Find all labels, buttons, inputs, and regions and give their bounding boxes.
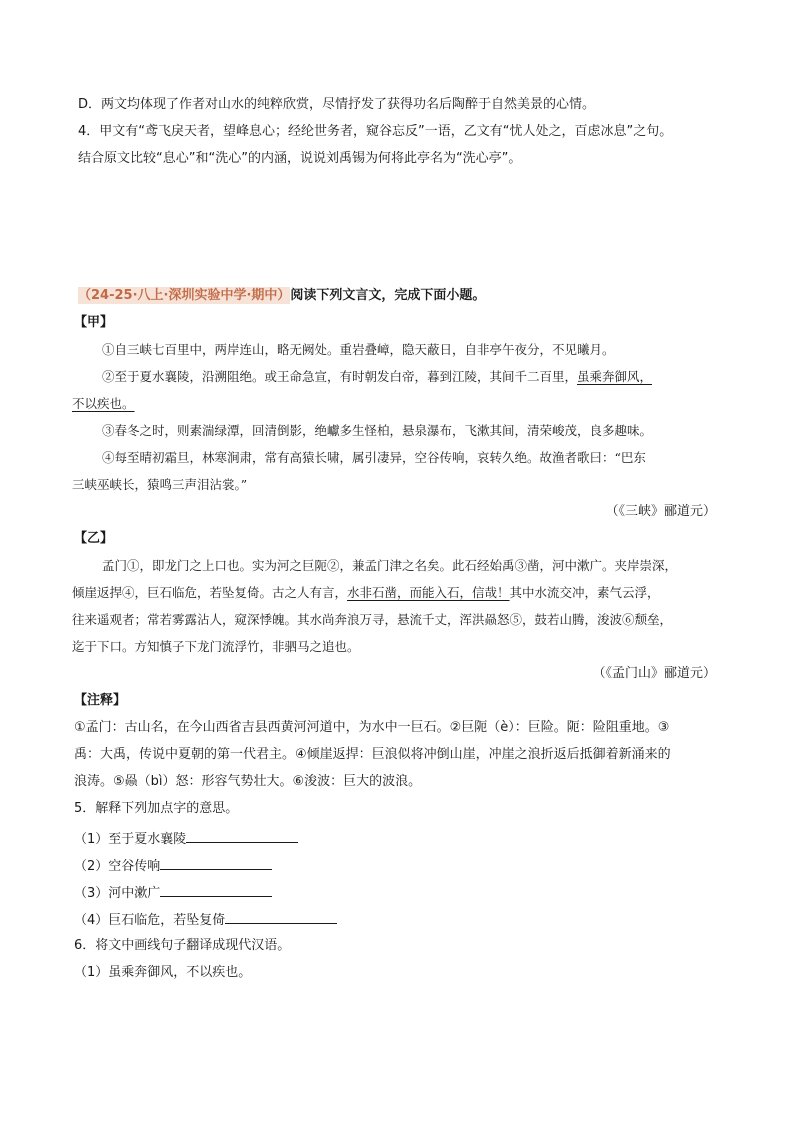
notes-line-2: 禹：大禹，传说中夏朝的第一代君主。④倾崖返捍：巨浪似将冲倒山崖，冲崖之浪折返后抵御着新涌来的 bbox=[74, 747, 671, 762]
yi-heading: 【乙】 bbox=[74, 531, 114, 546]
yi-line-2-text: 倾崖返捍④，巨石临危，若坠复倚。古之人有言， bbox=[72, 585, 348, 600]
yi-line-4: 迄于下口。方知慎子下龙门流浮竹，非驷马之追也。 bbox=[72, 639, 360, 654]
jia-citation: （《三峡》郦道元） bbox=[605, 504, 716, 519]
jia-paragraph-1: ①自三峡七百里中，两岸连山，略无阙处。重岩叠嶂，隐天蔽日，自非亭午夜分，不见曦月。 bbox=[102, 342, 615, 357]
yi-line-1: 孟门①，即龙门之上口也。实为河之巨阨②，兼孟门津之名矣。此石经始禹③凿，河中漱广。夹岸崇深， bbox=[102, 558, 678, 573]
q5-item-3-text: （3）河中漱广 bbox=[74, 886, 161, 901]
q6-item-1: （1）虽乘奔御风，不以疾也。 bbox=[74, 965, 252, 980]
q5-item-1-text: （1）至于夏水襄陵 bbox=[74, 832, 187, 847]
notes-heading: 【注释】 bbox=[74, 693, 127, 708]
yi-line-2 bbox=[72, 583, 660, 603]
q5-item-1 bbox=[74, 828, 298, 850]
jia-paragraph-3: ③春冬之时，则素湍绿潭，回清倒影，绝巘多生怪柏，悬泉瀑布，飞漱其间，清荣峻茂，良多趣味。 bbox=[102, 423, 653, 438]
q5-item-4-text: （4）巨石临危，若坠复倚 bbox=[74, 913, 226, 928]
question-6-prompt: 6．将文中画线句子翻译成现代汉语。 bbox=[74, 938, 291, 953]
notes-line-3: 浪涛。⑤赑（bì）怒：形容气势壮大。⑥浚波：巨大的波浪。 bbox=[74, 774, 422, 789]
question-5-prompt: 5．解释下列加点字的意思。 bbox=[74, 801, 239, 816]
question-4-line-1: 4．甲文有“鸢飞戾天者，望峰息心；经纶世务者，窥谷忘反”一语，乙文有“忧人处之，百虑冰息”之句。 bbox=[78, 124, 673, 139]
answer-blank[interactable] bbox=[225, 909, 337, 924]
jia-heading: 【甲】 bbox=[74, 315, 114, 330]
jia-p2-text: ②至于夏水襄陵，沿溯阻绝。或王命急宣，有时朝发白帝，暮到江陵，其间千二百里， bbox=[102, 369, 578, 384]
jia-paragraph-2-cont bbox=[72, 394, 135, 414]
section-instruction: 阅读下列文言文，完成下面小题。 bbox=[290, 288, 486, 303]
notes-line-1: ①孟门：古山名，在今山西省吉县西黄河河道中，为水中一巨石。②巨阨（è）：巨险。阨：险阻重地。③ bbox=[74, 720, 670, 735]
yi-line-3: 往来遥观者；常若雾露沾人，窥深悸魄。其水尚奔浪万寻，悬流千丈，浑洪赑怒⑤，鼓若山腾，浚波⑥颓垒， bbox=[72, 612, 673, 627]
answer-blank[interactable] bbox=[160, 882, 272, 897]
q5-item-2-text: （2）空谷传响 bbox=[74, 859, 161, 874]
q5-item-4 bbox=[74, 909, 337, 931]
jia-p2-underlined-a: 虽乘奔御风， bbox=[577, 369, 653, 384]
section-header bbox=[78, 286, 485, 306]
yi-citation: （《孟门山》郦道元） bbox=[592, 666, 716, 681]
jia-paragraph-4-line-2: 三峡巫峡长，猿鸣三声泪沾裳。” bbox=[72, 477, 248, 492]
source-tag: （24-25·八上·深圳实验中学·期中） bbox=[78, 288, 291, 303]
jia-p2-underlined-b: 不以疾也。 bbox=[72, 396, 135, 411]
answer-blank[interactable] bbox=[186, 828, 298, 843]
q5-item-2 bbox=[74, 855, 272, 877]
q5-item-3 bbox=[74, 882, 272, 904]
jia-paragraph-2 bbox=[102, 367, 652, 387]
jia-paragraph-4-line-1: ④每至晴初霜旦，林寒涧肃，常有高猿长啸，属引凄异，空谷传响，哀转久绝。故渔者歌曰：“巴东 bbox=[102, 450, 646, 465]
question-4-line-2: 结合原文比较“息心”和“洗心”的内涵，说说刘禹锡为何将此亭名为“洗心亭”。 bbox=[78, 151, 522, 166]
yi-line-2-rest: 其中水流交冲，素气云浮， bbox=[509, 585, 660, 600]
option-d: D．两文均体现了作者对山水的纯粹欣赏，尽情抒发了获得功名后陶醉于自然美景的心情。 bbox=[78, 97, 596, 112]
answer-blank[interactable] bbox=[160, 855, 272, 870]
yi-underlined-sentence: 水非石凿，而能入石，信哉！ bbox=[347, 585, 510, 600]
